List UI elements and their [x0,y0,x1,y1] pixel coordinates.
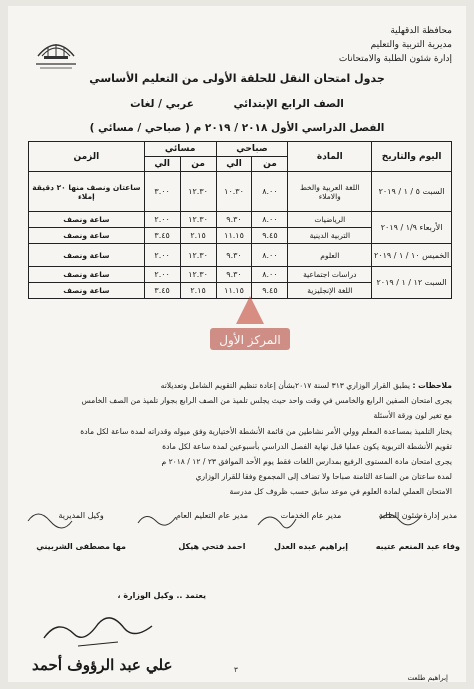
evening-from-cell: ١٢.٣٠ [180,244,216,267]
header-evening: مسائي [144,142,216,157]
morning-to-cell: ٩.٣٠ [216,244,252,267]
subject-cell: التربية الدينية [288,228,372,244]
evening-to-cell: ٣.٤٥ [144,228,180,244]
notes-heading: ملاحظات : [412,381,452,390]
subject-cell: اللغة العربية والخط والاملاء [288,172,372,212]
duration-cell: ساعة ونصف [29,228,145,244]
evening-to-cell: ٣.٠٠ [144,172,180,212]
header-morning-from: من [252,157,288,172]
morning-to-cell: ٩.٣٠ [216,212,252,228]
signature-title: مدير عام التعليم العام [175,511,248,520]
note-line: يجرى امتحان الصفين الرابع والخامس في وقت واحد حيث يجلس تلميذ من الصف الرابع بجوار تلميذ من الصف الخامس [81,396,452,406]
duration-cell: ساعتان ونصف منها ٢٠ دقيقة إملاء [29,172,145,212]
evening-from-cell: ١٢.٣٠ [180,267,216,283]
directorate-label: مديرية التربية والتعليم [370,40,452,50]
signature-scribbles-icon [8,501,466,561]
header-subject: المادة [288,142,372,172]
footer-name: إبراهيم طلعت [407,674,448,682]
subject-cell: العلوم [288,244,372,267]
grade-line [8,98,466,110]
subject-cell: دراسات اجتماعية [288,267,372,283]
undersecretary-name: علي عبد الرؤوف أحمد [32,656,173,674]
note-line: مع تغير لون ورقة الأسئلة [373,411,452,421]
note-line: يطبق القرار الوزاري ٣١٣ لسنة ٢٠١٧بشأن إعادة تنظيم التقويم الشامل وتعديلاته [160,381,411,390]
subject-cell: اللغة الإنجليزية [288,283,372,299]
signature-title: مدير عام الخدمات [280,511,342,520]
exam-schedule-table [28,141,452,299]
table-row [29,244,452,267]
morning-from-cell: ٨.٠٠ [252,212,288,228]
evening-to-cell: ٢.٠٠ [144,244,180,267]
evening-from-cell: ٢.١٥ [180,283,216,299]
track-label: عربي / لغات [130,98,194,110]
evening-to-cell: ٣.٤٥ [144,283,180,299]
note-line: لمدة ساعتان من الساعة الثامنة صباحا ولا تضاف إلى المجموع وفقا للقرار الوزاري [195,472,452,482]
note-line: يختار التلميذ بمساعدة المعلم وولي الأمر نشاطين من قائمة الأنشطة الأختيارية وفق ميوله وقدراته لمدة ساعة لكل مادة [80,426,452,436]
signature-name: إبراهيم عبده العدل [273,542,348,551]
morning-to-cell: ١٠.٣٠ [216,172,252,212]
signature-name: مها مصطفى الشربيني [36,542,126,551]
subject-cell: الرياضيات [288,212,372,228]
morning-to-cell: ١١.١٥ [216,283,252,299]
morning-to-cell: ٩.٣٠ [216,267,252,283]
document-title: جدول امتحان النقل للحلقة الأولى من التعليم الأساسي [89,72,385,85]
morning-from-cell: ٩.٤٥ [252,228,288,244]
morning-from-cell: ٨.٠٠ [252,172,288,212]
note-line: تقويم الأنشطة التربوية يكون عمليا قبل نهاية الفصل الدراسي بأسبوعين لمدة ساعة لكل مادة [162,441,452,451]
notes-section [22,378,452,500]
evening-to-cell: ٢.٠٠ [144,267,180,283]
header-duration: الزمن [29,142,145,172]
header-morning-to: الي [216,157,252,172]
signature-title: مدير إدارة شئون الطلبة [378,511,458,520]
morning-from-cell: ٨.٠٠ [252,244,288,267]
page-number: ٣ [234,666,238,674]
morning-to-cell: ١١.١٥ [216,228,252,244]
watermark-logo-icon [206,294,294,356]
ministry-header [339,24,452,66]
approval-label: يعتمد .. وكيل الوزارة ، [117,591,206,600]
ministry-logo-icon [30,26,82,70]
term-line [8,122,466,134]
day-cell: الخميس ١٠ / ١ / ٢٠١٩ [372,244,452,267]
evening-from-cell: ١٢.٣٠ [180,212,216,228]
table-row [29,212,452,228]
day-cell: الأربعاء ١/٩ / ٢٠١٩ [372,212,452,244]
signature-name: احمد فتحي هيكل [178,542,246,551]
duration-cell: ساعة ونصف [29,267,145,283]
signature-name: وفاء عبد المنعم عتيبه [375,542,460,551]
duration-cell: ساعة ونصف [29,283,145,299]
header-evening-from: من [180,157,216,172]
duration-cell: ساعة ونصف [29,212,145,228]
signature-title: وكيل المديرية [58,511,104,520]
evening-from-cell: ١٢.٣٠ [180,172,216,212]
watermark-text: المركز الأول [219,333,281,347]
document-page [8,6,466,682]
duration-cell: ساعة ونصف [29,244,145,267]
day-cell: السبت ١٢ / ١ / ٢٠١٩ [372,267,452,299]
morning-from-cell: ٩.٤٥ [252,283,288,299]
evening-from-cell: ٢.١٥ [180,228,216,244]
term-label: الفصل الدراسي الأول ٢٠١٨ / ٢٠١٩ م [193,122,385,134]
header-morning: صباحي [216,142,288,157]
note-line: يجرى امتحان مادة المستوى الرفيع بمدارس اللغات فقط يوم الأحد الموافق ٢٣ / ١٢ / ٢٠١٨ م [161,457,452,467]
governorate-label: محافظة الدقهلية [390,26,452,36]
shift-label: ( صباحي / مسائي ) [89,122,190,134]
table-row [29,267,452,283]
header-day: اليوم والتاريخ [372,142,452,172]
morning-from-cell: ٨.٠٠ [252,267,288,283]
day-cell: السبت ٥ / ١ / ٢٠١٩ [372,172,452,212]
grade-label: الصف الرابع الإبتدائي [233,98,344,110]
department-label: إدارة شئون الطلبة والامتحانات [338,54,452,64]
header-evening-to: الي [144,157,180,172]
undersecretary-signature-icon [38,612,158,652]
table-row [29,172,452,212]
note-line: الامتحان العملي لمادة العلوم في موعد سابق حسب ظروف كل مدرسة [229,487,452,497]
evening-to-cell: ٢.٠٠ [144,212,180,228]
